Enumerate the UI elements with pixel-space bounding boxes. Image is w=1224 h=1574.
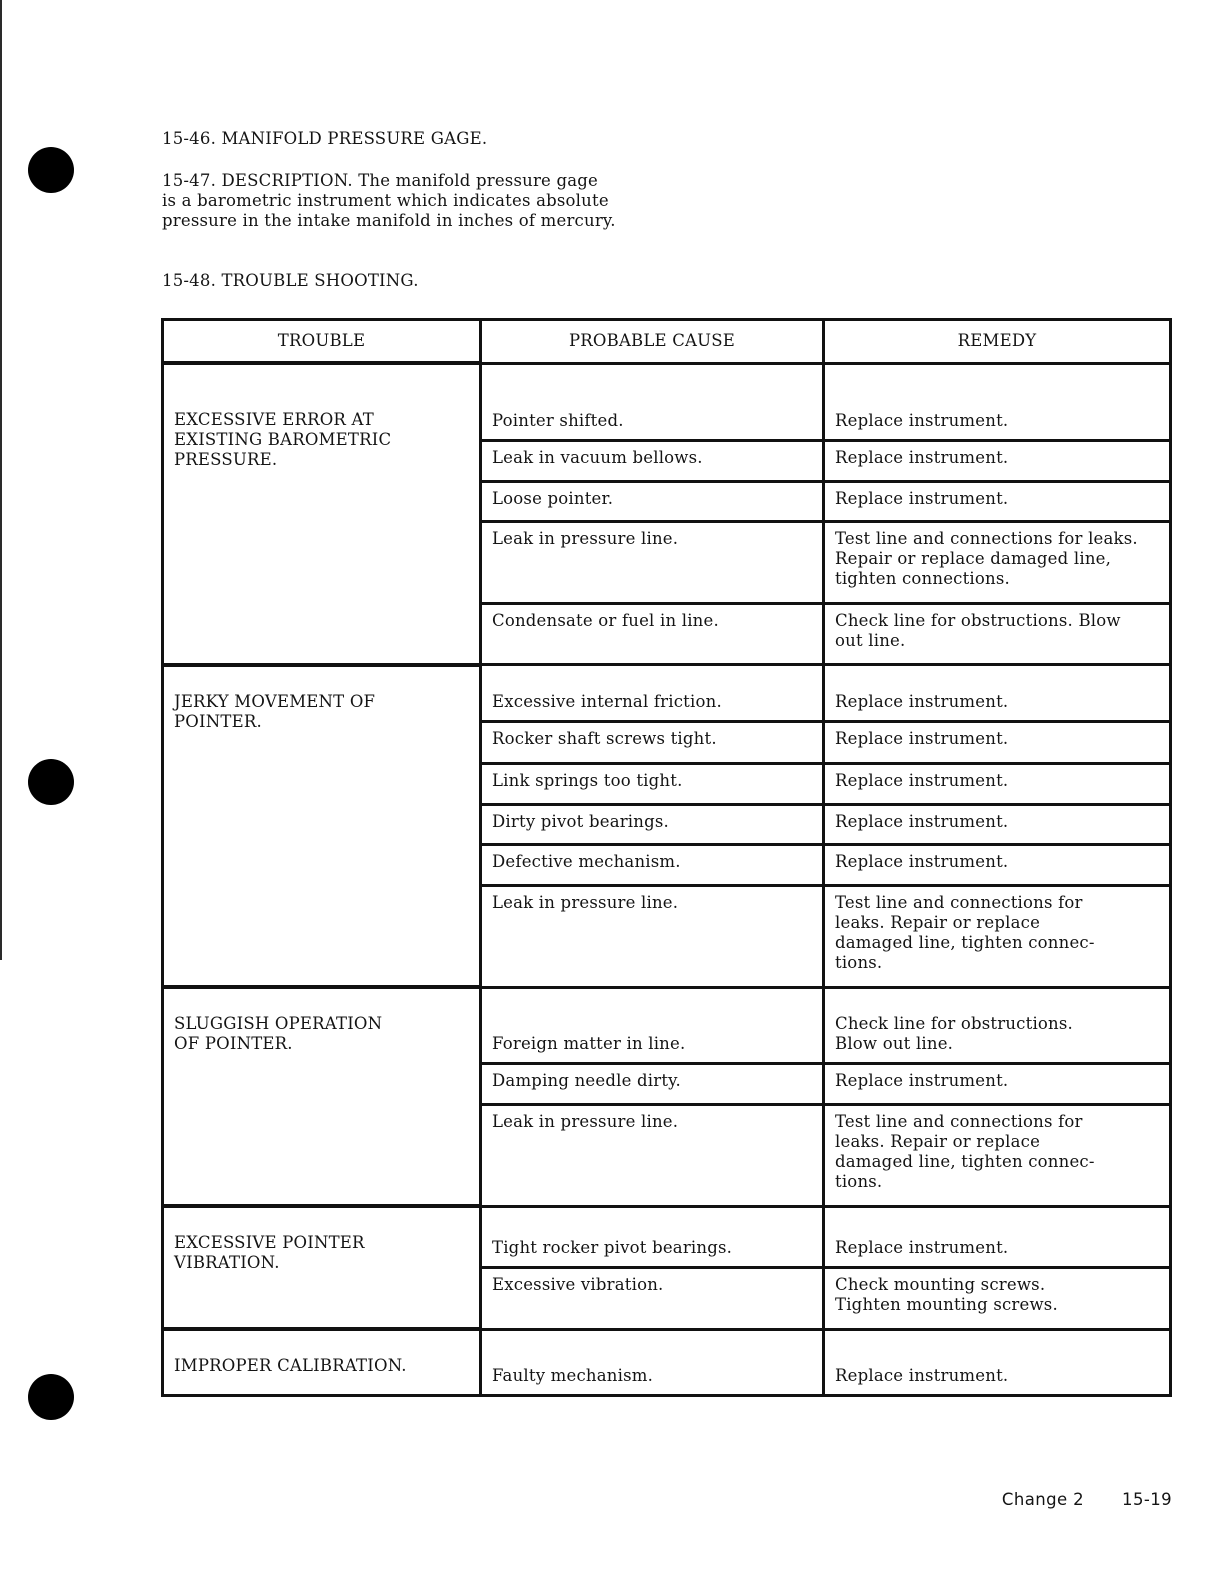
remedy-text-line: Replace instrument.	[835, 692, 1009, 712]
cause-text-line: Loose pointer.	[492, 489, 614, 509]
remedy-text-line: Replace instrument.	[835, 852, 1009, 871]
page-edge-line	[0, 0, 2, 960]
remedy-text-line: tighten connections.	[835, 569, 1010, 589]
probable-cause-cell	[481, 482, 824, 522]
remedy-cell	[824, 886, 1171, 988]
remedy-cell	[824, 482, 1171, 522]
cause-text-line: Pointer shifted.	[492, 410, 624, 430]
remedy-text-line: Check line for obstructions.	[835, 1014, 1073, 1034]
remedy-text-line: Replace instrument.	[835, 1071, 1009, 1091]
trouble-text-line: OF POINTER.	[174, 1034, 293, 1054]
remedy-cell	[824, 804, 1171, 844]
probable-cause-cell	[481, 603, 824, 664]
remedy-text-line: tions.	[835, 953, 883, 973]
probable-cause-cell	[481, 763, 824, 804]
table-row	[163, 1329, 1171, 1395]
remedy-cell	[824, 363, 1171, 440]
cause-text-line: Excessive internal friction.	[492, 692, 722, 712]
remedy-cell	[824, 1064, 1171, 1105]
cause-text-line: Leak in pressure line.	[492, 529, 679, 549]
remedy-text-line: Check line for obstructions. Blow	[835, 610, 1121, 630]
probable-cause-cell	[481, 363, 824, 440]
probable-cause-cell	[481, 440, 824, 481]
remedy-cell	[824, 763, 1171, 804]
table-row	[163, 987, 1171, 1063]
remedy-text-line: Replace instrument.	[835, 410, 1009, 430]
description-line: is a barometric instrument which indicates absolute	[162, 191, 609, 210]
trouble-text-line: PRESSURE.	[174, 450, 278, 469]
probable-cause-cell	[481, 1064, 824, 1105]
remedy-text-line: Check mounting screws.	[835, 1275, 1046, 1295]
trouble-cell	[163, 1206, 481, 1329]
cause-text-line: Damping needle dirty.	[492, 1071, 681, 1091]
table-row	[163, 1206, 1171, 1267]
description-paragraph	[162, 171, 662, 231]
cause-text-line: Link springs too tight.	[492, 770, 683, 790]
trouble-cell	[163, 363, 481, 665]
probable-cause-cell	[481, 804, 824, 844]
remedy-text-line: Replace instrument.	[835, 729, 1009, 749]
binder-hole	[28, 759, 74, 805]
remedy-cell	[824, 522, 1171, 603]
section-heading: 15-46. MANIFOLD PRESSURE GAGE.	[162, 129, 488, 148]
remedy-text-line: Tighten mounting screws.	[835, 1295, 1058, 1315]
probable-cause-cell	[481, 1329, 824, 1395]
cause-text-line: Leak in vacuum bellows.	[492, 447, 703, 467]
page-number: 15-19	[1122, 1490, 1172, 1509]
trouble-text-line: JERKY MOVEMENT OF	[174, 691, 376, 711]
remedy-cell	[824, 845, 1171, 886]
description-line: 15-47. DESCRIPTION. The manifold pressure gage	[162, 171, 598, 190]
probable-cause-cell	[481, 845, 824, 886]
table-header-row	[163, 320, 1171, 364]
remedy-text-line: out line.	[835, 630, 906, 650]
remedy-text-line: Repair or replace damaged line,	[835, 549, 1112, 569]
binder-hole	[28, 1374, 74, 1420]
trouble-text-line: SLUGGISH OPERATION	[174, 1014, 383, 1034]
page-footer	[1002, 1490, 1172, 1509]
change-label: Change 2	[1001, 1490, 1085, 1509]
remedy-cell	[824, 722, 1171, 763]
cause-text-line: Tight rocker pivot bearings.	[492, 1238, 733, 1258]
trouble-text-line: VIBRATION.	[174, 1253, 280, 1273]
cause-text-line: Leak in pressure line.	[492, 1112, 679, 1132]
cause-text-line: Foreign matter in line.	[492, 1034, 686, 1054]
table-row	[163, 665, 1171, 722]
remedy-text-line: damaged line, tighten connec-	[835, 1152, 1095, 1172]
remedy-text-line: Replace instrument.	[835, 489, 1009, 509]
trouble-cell	[163, 1329, 481, 1395]
remedy-text-line: Test line and connections for leaks.	[835, 529, 1138, 549]
remedy-cell	[824, 1206, 1171, 1267]
cause-text-line: Excessive vibration.	[492, 1275, 664, 1295]
remedy-text-line: Test line and connections for	[835, 893, 1083, 913]
header-trouble: TROUBLE	[163, 320, 481, 364]
remedy-text-line: Blow out line.	[835, 1034, 954, 1054]
remedy-text-line: tions.	[835, 1172, 883, 1192]
cause-text-line: Faulty mechanism.	[492, 1366, 654, 1385]
cause-text-line: Dirty pivot bearings.	[492, 811, 669, 831]
header-probable-cause: PROBABLE CAUSE	[481, 320, 824, 364]
trouble-text-line: EXCESSIVE ERROR AT	[174, 410, 374, 429]
trouble-text-line: EXCESSIVE POINTER	[174, 1233, 365, 1253]
remedy-cell	[824, 987, 1171, 1063]
cause-text-line: Rocker shaft screws tight.	[492, 729, 717, 749]
table-row	[163, 363, 1171, 440]
probable-cause-cell	[481, 1268, 824, 1329]
remedy-text-line: Replace instrument.	[835, 1366, 1009, 1385]
description-line: pressure in the intake manifold in inches of mercury.	[162, 211, 616, 230]
probable-cause-cell	[481, 886, 824, 988]
remedy-cell	[824, 603, 1171, 664]
binder-hole	[28, 147, 74, 193]
probable-cause-cell	[481, 722, 824, 763]
remedy-cell	[824, 1329, 1171, 1395]
remedy-text-line: leaks. Repair or replace	[835, 913, 1041, 933]
remedy-text-line: leaks. Repair or replace	[835, 1132, 1041, 1152]
remedy-cell	[824, 665, 1171, 722]
trouble-cell	[163, 665, 481, 988]
trouble-text-line: IMPROPER CALIBRATION.	[174, 1356, 407, 1375]
cause-text-line: Leak in pressure line.	[492, 893, 679, 913]
troubleshooting-heading: 15-48. TROUBLE SHOOTING.	[162, 271, 419, 290]
probable-cause-cell	[481, 1105, 824, 1207]
troubleshooting-table	[161, 318, 1172, 1397]
probable-cause-cell	[481, 987, 824, 1063]
remedy-text-line: Replace instrument.	[835, 770, 1009, 790]
remedy-text-line: Replace instrument.	[835, 1238, 1009, 1258]
trouble-cell	[163, 987, 481, 1206]
remedy-cell	[824, 440, 1171, 481]
cause-text-line: Defective mechanism.	[492, 852, 681, 871]
remedy-text-line: damaged line, tighten connec-	[835, 933, 1095, 953]
cause-text-line: Condensate or fuel in line.	[492, 610, 719, 630]
probable-cause-cell	[481, 665, 824, 722]
remedy-text-line: Replace instrument.	[835, 811, 1009, 831]
probable-cause-cell	[481, 1206, 824, 1267]
remedy-text-line: Replace instrument.	[835, 447, 1009, 467]
remedy-cell	[824, 1105, 1171, 1207]
remedy-cell	[824, 1268, 1171, 1329]
header-remedy: REMEDY	[824, 320, 1171, 364]
trouble-text-line: EXISTING BAROMETRIC	[174, 430, 392, 449]
trouble-text-line: POINTER.	[174, 711, 262, 731]
remedy-text-line: Test line and connections for	[835, 1112, 1083, 1132]
probable-cause-cell	[481, 522, 824, 603]
